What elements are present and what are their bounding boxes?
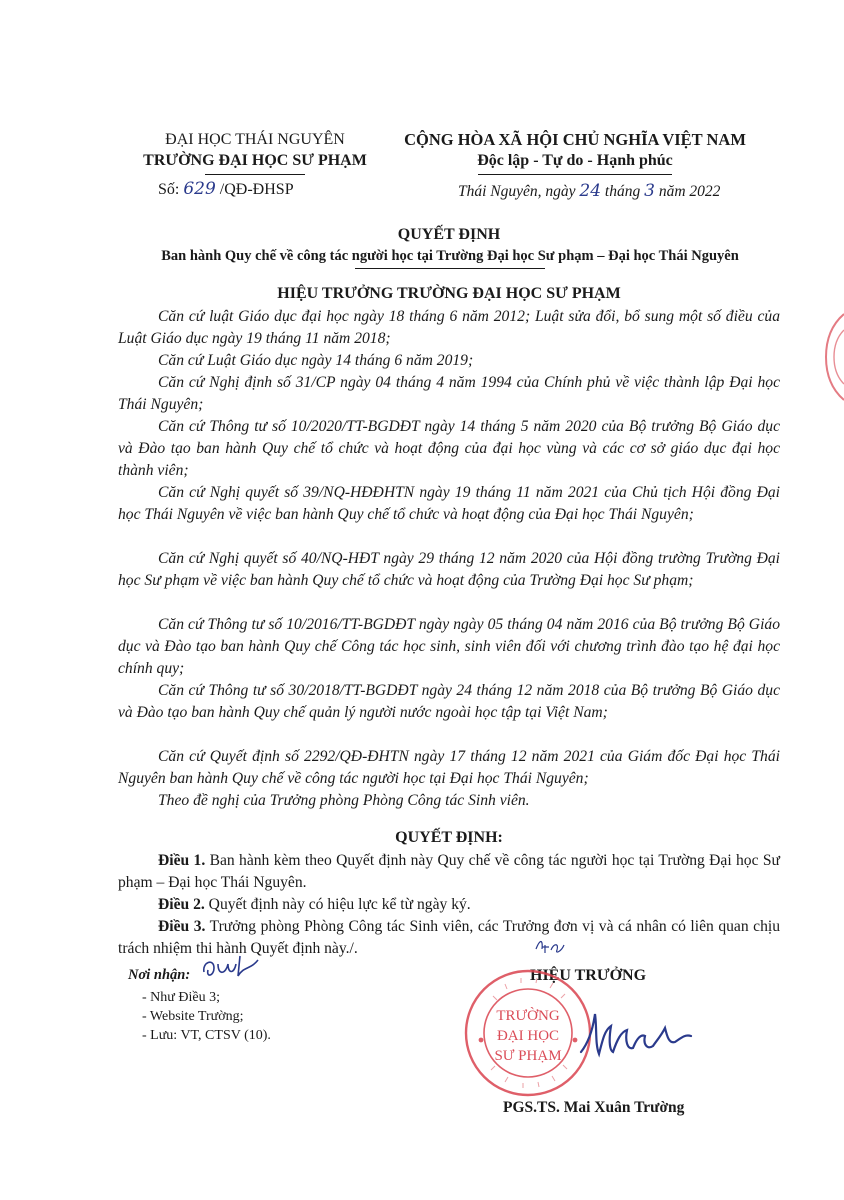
seal-line-1: TRƯỜNG [496, 1008, 560, 1024]
nation-title: CỘNG HÒA XÃ HỘI CHỦ NGHĨA VIỆT NAM [404, 130, 746, 149]
decision-title: QUYẾT ĐỊNH [397, 226, 501, 243]
article-3-label: Điều 3. [158, 918, 206, 935]
number-suffix: /QĐ-ĐHSP [219, 181, 294, 198]
motto-underline [478, 174, 672, 175]
article-2-text: Quyết định này có hiệu lực kể từ ngày ký. [204, 896, 471, 913]
seal-line-2: ĐẠI HỌC [496, 1028, 560, 1044]
nation-motto: Độc lập - Tự do - Hạnh phúc [477, 152, 673, 169]
basis-4: Căn cứ Thông tư số 10/2020/TT-BGDĐT ngày 14 tháng 5 năm 2020 của Bộ trưởng Bộ Giáo dục và Đào tạo ban hành Quy chế tổ chức và hoạt động của đại học vùng và các cơ sở giáo dục đại học thành viên; [118, 418, 780, 480]
signature-scribble-icon [575, 1008, 695, 1064]
article-2-label: Điều 2. [158, 896, 205, 913]
recipient-item-2: - Website Trường; [142, 1009, 244, 1024]
article-1-label: Điều 1. [158, 852, 206, 869]
number-prefix: Số: [158, 181, 180, 198]
article-2 [118, 894, 780, 916]
number-handwritten: 629 [183, 179, 216, 199]
edge-seal-fragment-icon [820, 312, 844, 402]
official-seal-icon [463, 968, 593, 1098]
basis-6: Căn cứ Nghị quyết số 40/NQ-HĐT ngày 29 tháng 12 năm 2020 của Hội đồng trường Trường Đại học Sư phạm về việc ban hành Quy chế tổ chức và hoạt động của Trường Đại học Sư phạm; [118, 550, 780, 590]
decision-heading: QUYẾT ĐỊNH: [395, 829, 503, 846]
decision-subject: Ban hành Quy chế về công tác người học tại Trường Đại học Sư phạm – Đại học Thái Nguyên [161, 248, 739, 264]
seal-line-3: SƯ PHẠM [494, 1048, 562, 1064]
initials-signature-icon [200, 952, 262, 982]
org-name-underline [205, 174, 305, 175]
article-1-text: Ban hành kèm theo Quyết định này Quy chế về công tác người học tại Trường Đại học Sư phạm – Đại học Thái Nguyên. [118, 852, 780, 892]
article-3-text: Trưởng phòng Phòng Công tác Sinh viên, các Trưởng đơn vị và cá nhân có liên quan chịu trách nhiệm thi hành Quyết định này./. [118, 918, 781, 958]
place-date-prefix: Thái Nguyên, ngày [458, 183, 576, 200]
signer-name: PGS.TS. Mai Xuân Trường [503, 1099, 685, 1116]
signature-title: HIỆU TRƯỞNG [530, 967, 647, 984]
org-name: TRƯỜNG ĐẠI HỌC SƯ PHẠM [143, 152, 367, 169]
document-number [158, 178, 398, 201]
subject-underline [355, 268, 545, 269]
basis-10: Theo đề nghị của Trưởng phòng Phòng Công tác Sinh viên. [158, 792, 530, 809]
month-label: tháng [604, 183, 641, 200]
year-text: năm 2022 [658, 183, 721, 200]
day-handwritten: 24 [579, 181, 602, 201]
org-parent: ĐẠI HỌC THÁI NGUYÊN [165, 131, 345, 148]
basis-7: Căn cứ Thông tư số 10/2016/TT-BGDĐT ngày ngày 05 tháng 04 năm 2016 của Bộ trưởng Bộ Giáo dục và Đào tạo ban hành Quy chế Công tác học sinh, sinh viên đối với chương trình đào tạo hệ đại học chính quy; [118, 616, 780, 678]
basis-9: Căn cứ Quyết định số 2292/QĐ-ĐHTN ngày 17 tháng 12 năm 2021 của Giám đốc Đại học Thái Nguyên ban hành Quy chế về công tác người học tại Đại học Thái Nguyên; [118, 748, 780, 788]
place-date [458, 180, 778, 203]
month-handwritten: 3 [644, 181, 655, 201]
basis-3: Căn cứ Nghị định số 31/CP ngày 04 tháng 4 năm 1994 của Chính phủ về việc thành lập Đại học Thái Nguyên; [118, 374, 780, 414]
basis-5: Căn cứ Nghị quyết số 39/NQ-HĐĐHTN ngày 19 tháng 11 năm 2021 của Chủ tịch Hội đồng Đại học Thái Nguyên về việc ban hành Quy chế tổ chức và hoạt động của Đại học Thái Nguyên; [118, 484, 780, 524]
recipients-label: Nơi nhận: [128, 967, 191, 983]
basis-1: Căn cứ luật Giáo dục đại học ngày 18 tháng 6 năm 2012; Luật sửa đổi, bổ sung một số điều của Luật Giáo dục ngày 19 tháng 11 năm 2018; [118, 308, 780, 348]
basis-2: Căn cứ Luật Giáo dục ngày 14 tháng 6 năm 2019; [158, 352, 474, 369]
article-1 [118, 850, 780, 894]
basis-8: Căn cứ Thông tư số 30/2018/TT-BGDĐT ngày 24 tháng 12 năm 2018 của Bộ trưởng Bộ Giáo dục và Đào tạo ban hành Quy chế quản lý người nước ngoài học tập tại Việt Nam; [118, 682, 780, 722]
recipient-item-3: - Lưu: VT, CTSV (10). [142, 1028, 271, 1043]
authority-heading: HIỆU TRƯỞNG TRƯỜNG ĐẠI HỌC SƯ PHẠM [277, 285, 621, 302]
recipient-item-1: - Như Điều 3; [142, 990, 220, 1005]
initials-mark-icon [533, 935, 567, 957]
